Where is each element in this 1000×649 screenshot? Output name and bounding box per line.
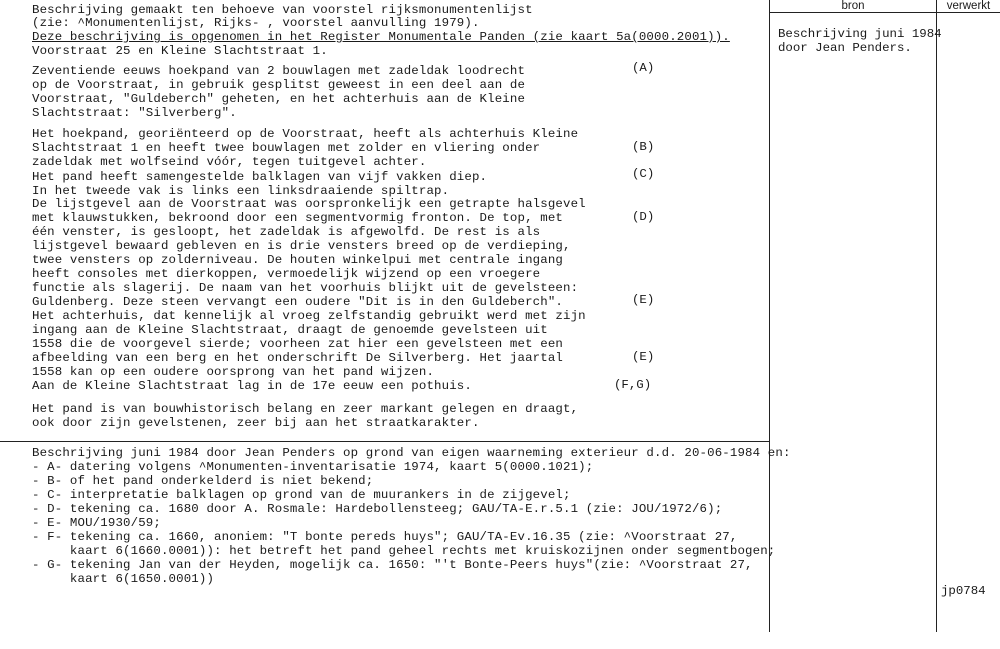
body-line: Het achterhuis, dat kennelijk al vroeg zelfstandig gebruikt werd met zijn: [32, 309, 586, 323]
margin-mark: (E): [632, 350, 655, 364]
body-line: In het tweede vak is links een linksdraaiende spiltrap.: [32, 184, 450, 198]
header-rule: [769, 12, 1000, 13]
source-item: kaart 6(1650.0001)): [32, 572, 215, 586]
body-line: Guldenberg. Deze steen vervangt een oudere "Dit is in den Guldeberch".: [32, 295, 563, 309]
body-line: Het pand is van bouwhistorisch belang en zeer markant gelegen en draagt,: [32, 402, 579, 416]
body-line: Het pand heeft samengestelde balklagen van vijf vakken diep.: [32, 170, 488, 184]
margin-mark: (F,G): [614, 378, 652, 392]
margin-mark: (B): [632, 140, 655, 154]
source-item: - A- datering volgens ^Monumenten-inventarisatie 1974, kaart 5(0000.1021);: [32, 460, 594, 474]
body-line: één venster, is gesloopt, het zadeldak is afgewolfd. De rest is als: [32, 225, 541, 239]
body-line: De lijstgevel aan de Voorstraat was oorspronkelijk een getrapte halsgevel: [32, 197, 586, 211]
body-line: zadeldak met wolfseind vóór, tegen tuitgevel achter.: [32, 155, 427, 169]
margin-mark: (E): [632, 293, 655, 307]
source-item: - D- tekening ca. 1680 door A. Rosmale: Hardebollensteeg; GAU/TA-E.r.5.1 (zie: JOU/1972/6);: [32, 502, 723, 516]
column-divider-right: [936, 0, 937, 632]
address-line: Voorstraat 25 en Kleine Slachtstraat 1.: [32, 44, 328, 58]
column-header-bron: bron: [841, 0, 865, 12]
body-line: Slachtstraat 1 en heeft twee bouwlagen met zolder en vliering onder: [32, 141, 541, 155]
sources-intro: Beschrijving juni 1984 door Jean Penders op grond van eigen waarneming exterieur d.d. 20-06-1984 en:: [32, 446, 791, 460]
header-line: (zie: ^Monumentenlijst, Rijks- , voorstel aanvulling 1979).: [32, 16, 480, 30]
register-note: Deze beschrijving is opgenomen in het Register Monumentale Panden (zie kaart 5a(0000.2001)).: [32, 30, 730, 44]
margin-mark: (C): [632, 167, 655, 181]
body-line: Slachtstraat: "Silverberg".: [32, 106, 237, 120]
body-line: ook door zijn gevelstenen, zeer bij aan het straatkarakter.: [32, 416, 480, 430]
body-line: Aan de Kleine Slachtstraat lag in de 17e eeuw een pothuis.: [32, 379, 472, 393]
body-line: afbeelding van een berg en het onderschrift De Silverberg. Het jaartal: [32, 351, 563, 365]
body-line: functie als slagerij. De naam van het voorhuis blijkt uit de gevelsteen:: [32, 281, 579, 295]
column-divider-left: [769, 0, 770, 632]
source-item: - E- MOU/1930/59;: [32, 516, 161, 530]
body-line: Het hoekpand, georiënteerd op de Voorstraat, heeft als achterhuis Kleine: [32, 127, 579, 141]
side-note-line: Beschrijving juni 1984: [778, 27, 942, 41]
body-line: op de Voorstraat, in gebruik gesplitst geweest in een deel aan de: [32, 78, 526, 92]
body-line: ingang aan de Kleine Slachtstraat, draagt de genoemde gevelsteen uit: [32, 323, 548, 337]
body-line: Zeventiende eeuws hoekpand van 2 bouwlagen met zadeldak loodrecht: [32, 64, 526, 78]
body-line: heeft consoles met dierkoppen, vermoedelijk wijzend op een vroegere: [32, 267, 541, 281]
document-code: jp0784: [941, 584, 986, 598]
body-line: twee vensters op zolderniveau. De houten winkelpui met centrale ingang: [32, 253, 563, 267]
column-header-verwerkt: verwerkt: [946, 0, 991, 12]
source-item: - B- of het pand onderkelderd is niet bekend;: [32, 474, 374, 488]
body-line: met klauwstukken, bekroond door een segmentvormig fronton. De top, met: [32, 211, 563, 225]
body-line: 1558 kan op een oudere oorsprong van het pand wijzen.: [32, 365, 435, 379]
body-line: 1558 die de voorgevel sierde; voorheen zat hier een gevelsteen met een: [32, 337, 563, 351]
section-divider: [0, 441, 769, 442]
header-line: Beschrijving gemaakt ten behoeve van voorstel rijksmonumentenlijst: [32, 3, 533, 17]
source-item: kaart 6(1660.0001)): het betreft het pand geheel rechts met kruiskozijnen onder segmentbogen;: [32, 544, 776, 558]
side-note-line: door Jean Penders.: [778, 41, 912, 55]
source-item: - F- tekening ca. 1660, anoniem: "T bonte pereds huys"; GAU/TA-Ev.16.35 (zie: ^Voorstraat 27,: [32, 530, 738, 544]
source-item: - C- interpretatie balklagen op grond van de muurankers in de zijgevel;: [32, 488, 571, 502]
body-line: Voorstraat, "Guldeberch" geheten, en het achterhuis aan de Kleine: [32, 92, 526, 106]
body-line: lijstgevel bewaard gebleven en is drie vensters breed op de verdieping,: [32, 239, 571, 253]
margin-mark: (D): [632, 210, 655, 224]
margin-mark: (A): [632, 61, 655, 75]
source-item: - G- tekening Jan van der Heyden, mogelijk ca. 1650: "'t Bonte-Peers huys"(zie: ^Voorstraat 27,: [32, 558, 753, 572]
